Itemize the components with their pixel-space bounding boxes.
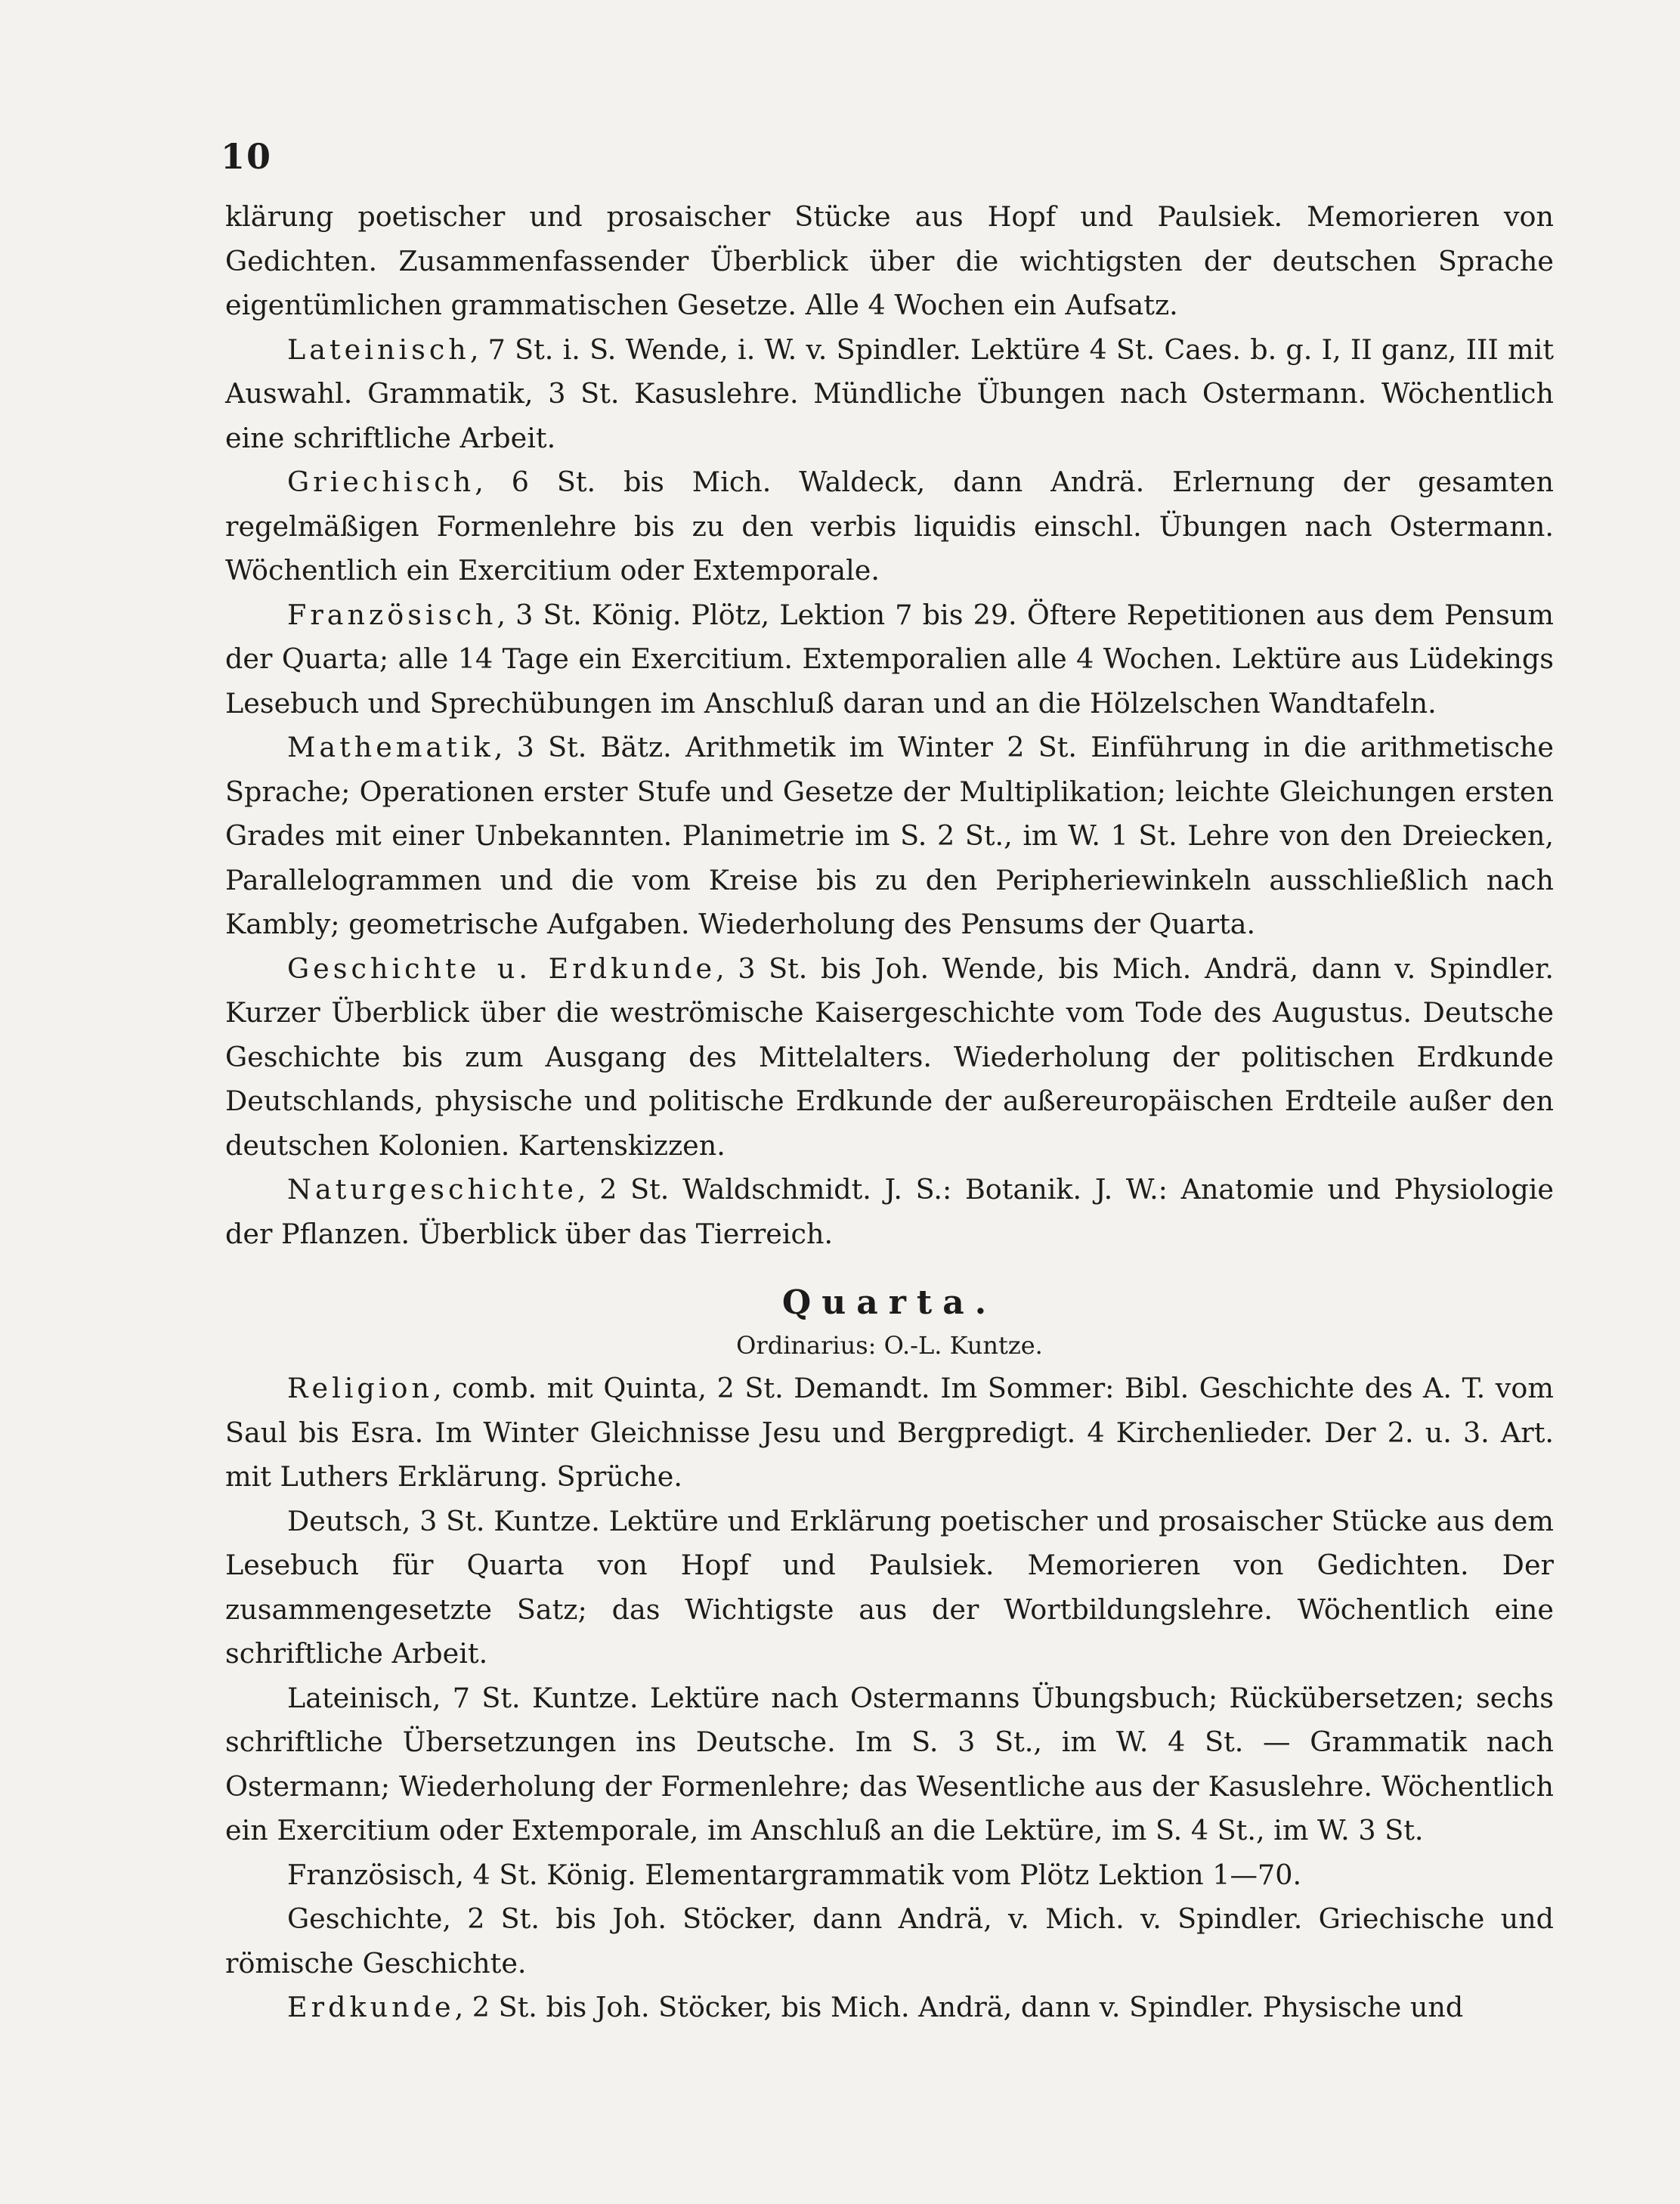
paragraph-latin-quarta <box>225 1676 1554 1853</box>
section-ordinarius: Ordinarius: O.-L. Kuntze. <box>736 1331 1043 1360</box>
paragraph-french-quarta <box>225 1853 1554 1898</box>
page-number: 10 <box>221 136 273 177</box>
paragraph-text: , 2 St. Waldschmidt. J. S.: Botanik. J. W.: Anatomie und Physiologie der Pflanzen. Überblick über das Tierreich. <box>225 1173 1554 1250</box>
subject-heading: Griechisch <box>287 466 475 498</box>
subject-heading: Naturgeschichte <box>287 1173 577 1206</box>
paragraph-geography-quarta <box>225 1986 1554 2030</box>
paragraph-text: , 3 St. König. Plötz, Lektion 7 bis 29. Öftere Repetitionen aus dem Pensum der Quarta; alle 14 Tage ein Exercitium. Extemporalien alle 4 Wochen. Lektüre aus Lüdekings Lesebuch und Sprechübungen im Anschluß daran und an die Hölzelschen Wandtafeln. <box>225 598 1554 720</box>
paragraph-text: , 4 St. König. Elementargrammatik vom Plötz Lektion 1—70. <box>455 1858 1302 1891</box>
subject-heading: Deutsch <box>287 1504 402 1537</box>
subject-heading: Geschichte <box>287 1902 443 1935</box>
paragraph-text: , 3 St. Bätz. Arithmetik im Winter 2 St. Einführung in die arithmetische Sprache; Operationen erster Stufe und Gesetze der Multiplikation; leichte Gleichungen ersten Grades mit einer Unbekannten. Planimetrie im S. 2 St., im W. 1 St. Lehre von den Dreiecken, Parallelogrammen und die vom Kreise bis zu den Peripheriewinkeln ausschließlich nach Kambly; geometrische Aufgaben. Wiederholung des Pensums der Quarta. <box>225 731 1554 940</box>
paragraph-text: , 3 St. bis Joh. Wende, bis Mich. Andrä, dann v. Spindler. Kurzer Überblick über die weströmische Kaisergeschichte vom Tode des Augustus. Deutsche Geschichte bis zum Ausgang des Mittelalters. Wiederholung der politischen Erdkunde Deutschlands, physische und politische Erdkunde der außereuropäischen Erdteile außer den deutschen Kolonien. Kartenskizzen. <box>225 952 1554 1162</box>
subject-heading: Mathematik <box>287 731 494 763</box>
paragraph-text: , 3 St. Kuntze. Lektüre und Erklärung poetischer und prosaischer Stücke aus dem Lesebuch für Quarta von Hopf und Paulsiek. Memorieren von Gedichten. Der zusammengesetzte Satz; das Wichtigste aus der Wortbildungslehre. Wöchentlich eine schriftliche Arbeit. <box>225 1504 1554 1670</box>
section-title-quarta: Quarta. <box>781 1283 998 1322</box>
subject-heading: Lateinisch <box>287 333 470 366</box>
paragraph-text: , 6 St. bis Mich. Waldeck, dann Andrä. Erlernung der gesamten regelmäßigen Formenlehre bis zu den verbis liquidis einschl. Übungen nach Ostermann. Wöchentlich ein Exercitium oder Extemporale. <box>225 466 1554 587</box>
subject-heading: Geschichte u. Erdkunde <box>287 952 716 985</box>
subject-heading: Französisch <box>287 598 497 631</box>
paragraph-history-quarta <box>225 1897 1554 1986</box>
paragraph-religion <box>225 1367 1554 1500</box>
subject-heading: Erdkunde <box>287 1991 455 2023</box>
paragraph-french <box>225 593 1554 726</box>
subject-heading: Lateinisch <box>287 1681 432 1714</box>
paragraph-text: , comb. mit Quinta, 2 St. Demandt. Im Sommer: Bibl. Geschichte des A. T. vom Saul bis Esra. Im Winter Gleichnisse Jesu und Bergpredigt. 4 Kirchenlieder. Der 2. u. 3. Art. mit Luthers Erklärung. Sprüche. <box>225 1372 1554 1493</box>
paragraph-latin <box>225 328 1554 461</box>
intro-paragraph: klärung poetischer und prosaischer Stücke aus Hopf und Paulsiek. Memorieren von Gedichten. Zusammenfassender Überblick über die wichtigsten der deutschen Sprache eigentümlichen grammatischen Gesetze. Alle 4 Wochen ein Aufsatz. <box>225 200 1554 321</box>
paragraph-text: , 2 St. bis Joh. Stöcker, dann Andrä, v. Mich. v. Spindler. Griechische und römische Geschichte. <box>225 1902 1554 1980</box>
paragraph-text: , 2 St. bis Joh. Stöcker, bis Mich. Andrä, dann v. Spindler. Physische und <box>454 1991 1464 2023</box>
body-text <box>225 195 1554 2030</box>
subject-heading: Französisch <box>287 1858 456 1891</box>
paragraph-mathematics <box>225 726 1554 947</box>
subject-heading: Religion <box>287 1372 433 1404</box>
paragraph-history-geography <box>225 947 1554 1169</box>
paragraph-german <box>225 1500 1554 1676</box>
paragraph-text: , 7 St. Kuntze. Lektüre nach Ostermanns Übungsbuch; Rückübersetzen; sechs schriftliche Übersetzungen ins Deutsche. Im S. 3 St., im W. 4 St. — Grammatik nach Ostermann; Wiederholung der Formenlehre; das Wesentliche aus der Kasuslehre. Wöchentlich ein Exercitium oder Extemporale, im Anschluß an die Lektüre, im S. 4 St., im W. 3 St. <box>225 1681 1554 1846</box>
paragraph-natural-history <box>225 1168 1554 1256</box>
paragraph-text: , 7 St. i. S. Wende, i. W. v. Spindler. Lektüre 4 St. Caes. b. g. I, II ganz, III mit Auswahl. Grammatik, 3 St. Kasuslehre. Mündliche Übungen nach Ostermann. Wöchentlich eine schriftliche Arbeit. <box>225 333 1554 454</box>
paragraph-greek <box>225 460 1554 593</box>
